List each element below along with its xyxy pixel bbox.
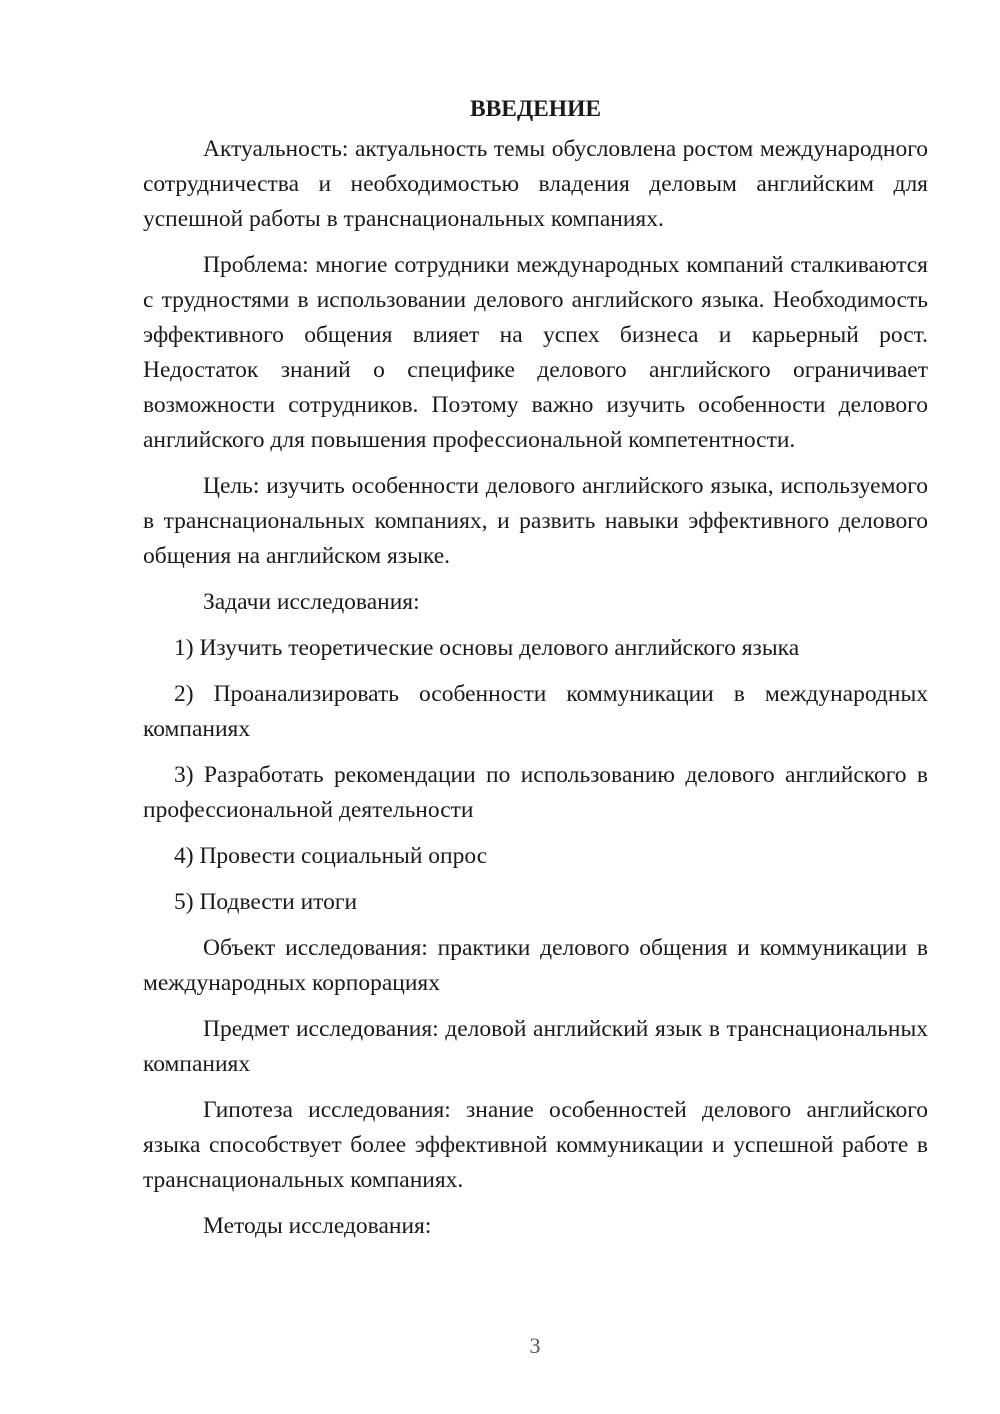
task-item-1: 1) Изучить теоретические основы делового английского языка — [174, 635, 800, 661]
relevance-paragraph: Актуальность: актуальность темы обусловлена ростом международного сотрудничества и необходимостью владения деловым английским для успешной работы в транснациональных компаниях. — [143, 136, 928, 232]
task-item-4: 4) Провести социальный опрос — [174, 843, 488, 869]
goal-paragraph: Цель: изучить особенности делового английского языка, используемого в транснациональных компаниях, и развить навыки эффективного делового общения на английском языке. — [143, 473, 928, 569]
task-item-2: 2) Проанализировать особенности коммуникации в международных компаниях — [143, 681, 928, 742]
tasks-heading: Задачи исследования: — [203, 589, 420, 615]
object-paragraph: Объект исследования: практики делового общения и коммуникации в международных корпорациях — [143, 935, 928, 996]
task-item-3: 3) Разработать рекомендации по использованию делового английского в профессиональной деятельности — [143, 762, 928, 823]
problem-paragraph: Проблема: многие сотрудники международных компаний сталкиваются с трудностями в использовании делового английского языка. Необходимость эффективного общения влияет на успех бизнеса и карьерный рост. Недостаток знаний о специфике делового английского ограничивает возможности сотрудников. Поэтому важно изучить особенности делового английского для повышения профессиональной компетентности. — [143, 252, 928, 453]
subject-paragraph: Предмет исследования: деловой английский язык в транснациональных компаниях — [143, 1016, 928, 1077]
page-number: 3 — [529, 1333, 541, 1358]
section-title: ВВЕДЕНИЕ — [469, 96, 602, 122]
methods-heading: Методы исследования: — [203, 1213, 432, 1239]
page-content — [143, 92, 928, 1255]
task-item-5: 5) Подвести итоги — [174, 889, 358, 915]
hypothesis-paragraph: Гипотеза исследования: знание особенностей делового английского языка способствует более эффективной коммуникации и успешной работе в транснациональных компаниях. — [143, 1097, 928, 1193]
